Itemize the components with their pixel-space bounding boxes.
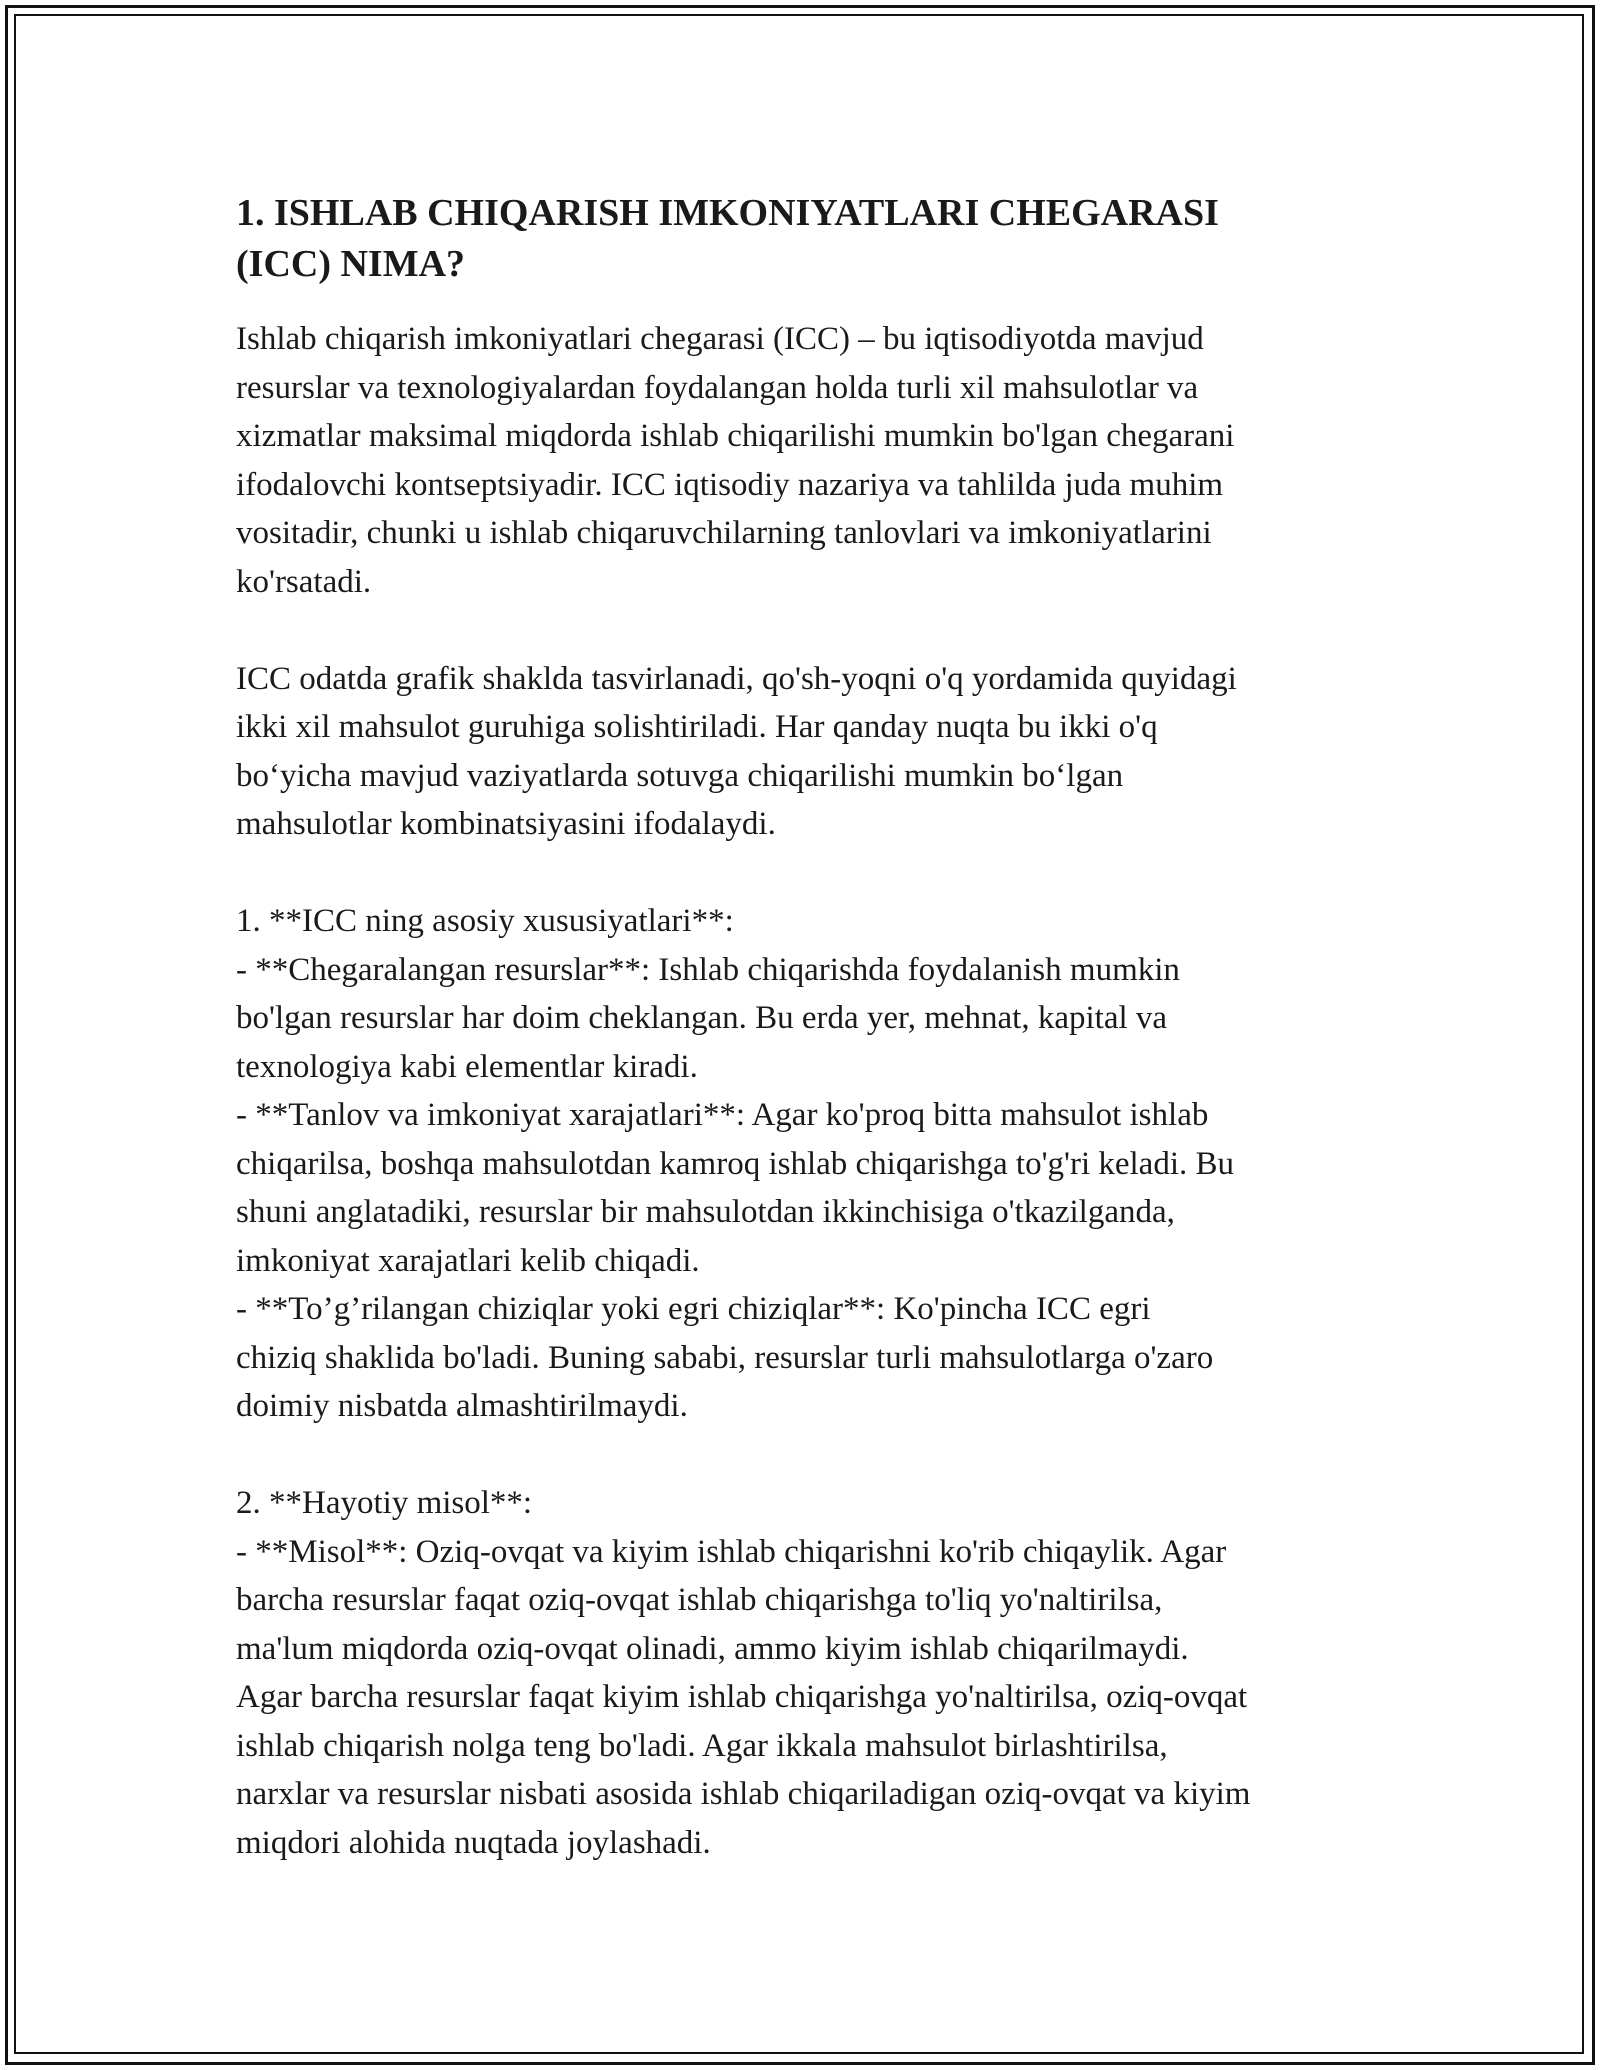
- list-life-example: 2. **Hayotiy misol**: - **Misol**: Oziq-ovqat va kiyim ishlab chiqarishni ko'rib chiqaylik. Agar barcha resurslar faqat oziq-ovqat ishlab chiqarishga to'liq yo'naltirilsa, ma'lum miqdorda oziq-ovqat olinadi, ammo kiyim ishlab chiqarilmaydi. Agar barcha resurslar faqat kiyim ishlab chiqarishga yo'naltirilsa, oziq-ovqat ishlab chiqarish nolga teng bo'ladi. Agar ikkala mahsulot birlashtirilsa, narxlar va resurslar nisbati asosida ishlab chiqariladigan oziq-ovqat va kiyim miqdori alohida nuqtada joylashadi.: [236, 1485, 1251, 1861]
- section-heading: 1. ISHLAB CHIQARISH IMKONIYATLARI CHEGARASI (ICC) NIMA?: [236, 192, 1219, 285]
- list-main-features: 1. **ICC ning asosiy xususiyatlari**: - **Chegaralangan resurslar**: Ishlab chiqarishda foydalanish mumkin bo'lgan resurslar har doim cheklangan. Bu erda yer, mehnat, kapital va texnologiya kabi elementlar kiradi. - **Tanlov va imkoniyat xarajatlari**: Agar ko'proq bitta mahsulot ishlab chiqarilsa, boshqa mahsulotdan kamroq ishlab chiqarishga to'g'ri keladi. Bu shuni anglatadiki, resurslar bir mahsulotdan ikkinchisiga o'tkazilganda, imkoniyat xarajatlari kelib chiqadi. - **To’g’rilangan chiziqlar yoki egri chiziqlar**: Ko'pincha ICC egri chiziq shaklida bo'ladi. Buning sababi, resurslar turli mahsulotlarga o'zaro doimiy nisbatda almashtirilmaydi.: [236, 903, 1235, 1424]
- document-body: [236, 188, 1386, 1867]
- paragraph-graphic-description: ICC odatda grafik shaklda tasvirlanadi, qo'sh-yoqni o'q yordamida quyidagi ikki xil mahsulot guruhiga solishtiriladi. Har qanday nuqta bu ikki o'q bo‘yicha mavjud vaziyatlarda sotuvga chiqarilishi mumkin bo‘lgan mahsulotlar kombinatsiyasini ifodalaydi.: [236, 660, 1237, 842]
- paragraph-definition: Ishlab chiqarish imkoniyatlari chegarasi (ICC) – bu iqtisodiyotda mavjud resurslar va texnologiyalardan foydalangan holda turli xil mahsulotlar va xizmatlar maksimal miqdorda ishlab chiqarilishi mumkin bo'lgan chegarani ifodalovchi kontseptsiyadir. ICC iqtisodiy nazariya va tahlilda juda muhim vositadir, chunki u ishlab chiqaruvchilarning tanlovlari va imkoniyatlarini ko'rsatadi.: [236, 321, 1235, 600]
